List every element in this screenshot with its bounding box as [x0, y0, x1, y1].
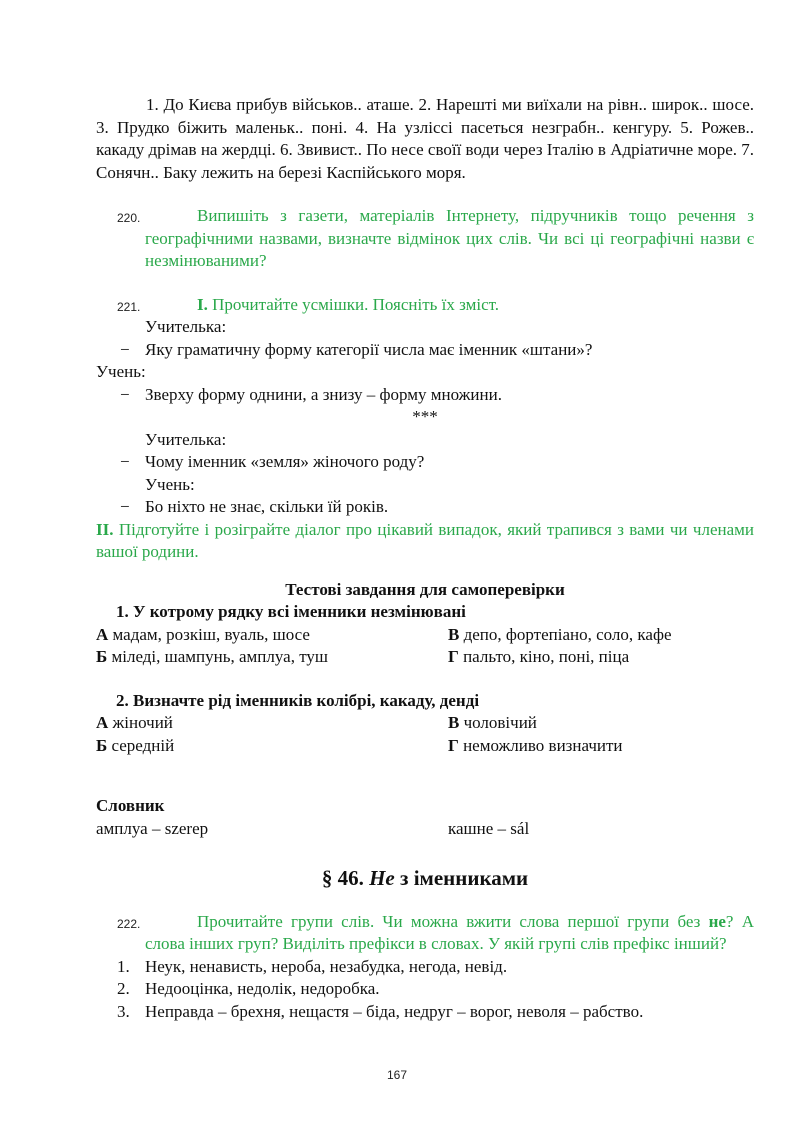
option-text: мадам, розкіш, вуаль, шосе: [108, 624, 310, 644]
dash-mark: −: [120, 384, 130, 404]
page-content: [96, 94, 754, 1023]
section-heading: [96, 867, 754, 890]
dialogue-line: [96, 451, 754, 474]
test-question-1: 1. У котрому рядку всі іменники незмінювані: [116, 602, 466, 621]
option-text: жіночий: [108, 713, 173, 732]
task-instruction-text: Прочитайте групи слів. Чи можна вжити слова першої групи без: [197, 911, 709, 931]
task-instruction: [145, 294, 754, 317]
dialogue-line: [96, 384, 754, 407]
option-letter: А: [96, 624, 109, 644]
task-instruction: [145, 911, 754, 956]
option-text: міледі, шампунь, амплуа, туш: [107, 647, 329, 666]
list-item: [96, 956, 754, 979]
dash-mark: −: [120, 452, 130, 471]
test-options-row: [96, 735, 754, 758]
dialogue-text: Яку граматичну форму категорії числа має іменник «штани»?: [145, 339, 593, 359]
test-options-row: [96, 624, 754, 647]
separator: ***: [412, 407, 438, 426]
list-text: Неук, ненависть, нероба, незабудка, негода, невід.: [145, 956, 508, 976]
option-a: [96, 624, 448, 647]
task-221: [96, 294, 754, 317]
option-text: чоловічий: [459, 713, 537, 732]
list-number: 1.: [117, 956, 130, 976]
dash-mark: −: [120, 339, 130, 359]
part-label: І.: [197, 294, 208, 314]
tests-title: Тестові завдання для самоперевірки: [285, 579, 565, 599]
task-220: [96, 205, 754, 273]
dialogue-role: Учень:: [145, 474, 195, 494]
test-question-2: 2. Визначте рід іменників колібрі, какаду, денді: [116, 690, 480, 710]
part-label: ІІ.: [96, 519, 114, 539]
dialogue-role: Учителька:: [145, 429, 227, 449]
task-221-part-2: [96, 519, 754, 564]
section-title-text: з іменниками: [394, 866, 529, 890]
option-a: [96, 712, 448, 735]
option-letter: Б: [96, 647, 108, 666]
dialogue-role: Учителька:: [145, 317, 227, 336]
option-g: [448, 646, 754, 669]
option-letter: В: [448, 713, 460, 732]
dictionary-entry: кашне – sál: [448, 818, 530, 838]
test-options-row: [96, 646, 754, 669]
option-v: [448, 624, 754, 647]
task-instruction-text: ? А слова інших груп? Виділіть префікси в словах. У якій групі слів префікс інший?: [145, 911, 754, 953]
task-number: 221.: [117, 299, 141, 314]
dash-mark: −: [120, 497, 130, 516]
option-text: пальто, кіно, поні, піца: [458, 647, 630, 666]
list-text: Неправда – брехня, нещастя – біда, недруг – ворог, неволя – рабство.: [145, 1001, 644, 1021]
section-number: § 46.: [321, 866, 370, 890]
dictionary-title: Словник: [96, 796, 165, 815]
task-number: 222.: [117, 916, 141, 931]
task-instruction: Випишіть з газети, матеріалів Інтернету, підручників тощо речення з географічними назвами, визначте відмінок цих слів. Чи всі ці географічні назви є незмінюваними?: [145, 206, 754, 270]
task-instruction-text: Підготуйте і розіграйте діалог про цікавий випадок, який трапився з вами чи членами вашої родини.: [96, 519, 754, 561]
option-text: депо, фортепіано, соло, кафе: [459, 624, 672, 644]
option-letter: Б: [96, 735, 108, 755]
section-italic-word: Не: [369, 866, 395, 890]
dialogue-text: Бо ніхто не знає, скільки їй років.: [145, 497, 389, 516]
dictionary-row: [96, 818, 754, 841]
option-g: [448, 735, 754, 758]
option-b: [96, 646, 448, 669]
highlighted-word: не: [708, 911, 726, 931]
task-number: 220.: [117, 211, 141, 225]
option-text: середній: [107, 735, 175, 755]
task-instruction-text: Прочитайте усмішки. Поясніть їх зміст.: [212, 294, 500, 314]
test-options-row: [96, 712, 754, 735]
dialogue-text: Зверху форму однини, а знизу – форму множини.: [145, 384, 502, 404]
task-222: [96, 911, 754, 956]
dialogue-line: [96, 339, 754, 362]
option-b: [96, 735, 448, 758]
dialogue-line: [96, 496, 754, 519]
dictionary-entry: амплуа – szerep: [96, 818, 209, 838]
exercise-sentences: 1. До Києва прибув військов.. аташе. 2. Нарешті ми виїхали на рівн.. широк.. шосе. 3. Прудко біжить маленьк.. поні. 4. На узліссі пасеться незграбн.. кенгуру. 5. Рожев.. какаду дрімав на жердці. 6. Звивист.. По несе своїї води через Італію в Адріатичне море. 7. Сонячн.. Баку лежить на березі Каспійського моря.: [96, 95, 754, 182]
list-item: [96, 978, 754, 1001]
option-letter: А: [96, 713, 109, 732]
dialogue-text: Чому іменник «земля» жіночого роду?: [145, 452, 425, 471]
list-number: 2.: [117, 979, 130, 998]
list-item: [96, 1001, 754, 1024]
option-letter: Г: [448, 647, 459, 666]
list-text: Недооцінка, недолік, недоробка.: [145, 979, 380, 998]
option-letter: Г: [448, 735, 459, 755]
option-v: [448, 712, 754, 735]
option-letter: В: [448, 624, 460, 644]
option-text: неможливо визначити: [458, 735, 623, 755]
list-number: 3.: [117, 1001, 130, 1021]
page-number: 167: [386, 1068, 408, 1082]
dialogue-role: Учень:: [96, 362, 146, 381]
